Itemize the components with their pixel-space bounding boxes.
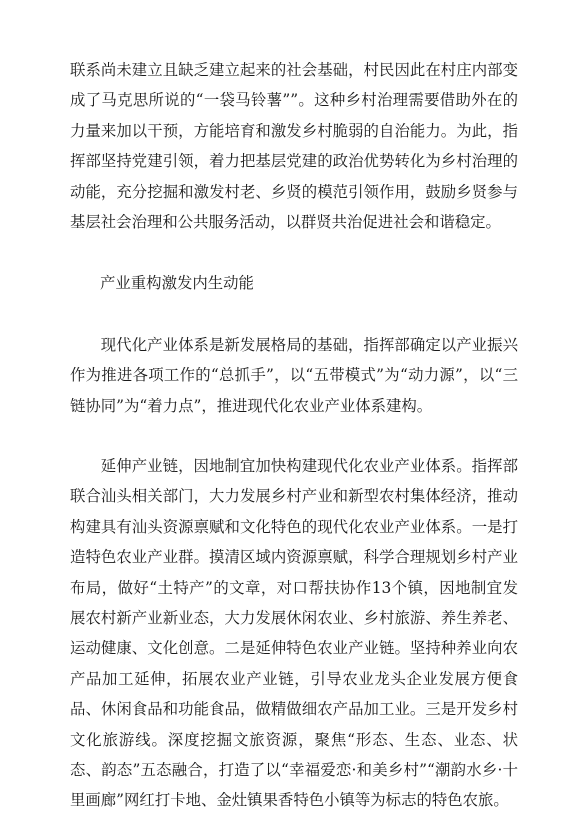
paragraph-3: 延伸产业链，因地制宜加快构建现代化农业产业体系。指挥部联合汕头相关部门，大力发展乡村产业和新型农村集体经济，推动构建具有汕头资源禀赋和文化特色的现代化农业产业体系。一是打造特色农业产业群。摸清区域内资源禀赋，科学合理规划乡村产业布局，做好“土特产”的文章，对口帮扶协作13个镇，因地制宜发展农村新产业新业态，大力发展休闲农业、乡村旅游、养生养老、运动健康、文化创意。二是延伸特色农业产业链。坚持种养业向农产品加工延伸，拓展农业产业链，引导农业龙头企业发展方便食品、休闲食品和功能食品，做精做细农产品加工业。三是开发乡村文化旅游线。深度挖掘文旅资源，聚焦“形态、生态、业态、状态、韵态”五态融合，打造了以“幸福爱恋·和美乡村”“潮韵水乡·十里画廊”网红打卡地、金灶镇果香特色小镇等为标志的特色农旅。	[70, 457, 518, 810]
section-heading: 产业重构激发内生动能	[100, 274, 254, 292]
paragraph-2: 现代化产业体系是新发展格局的基础，指挥部确定以产业振兴作为推进各项工作的“总抓手”，以“五带模式”为“动力源”，以“三链协同”为“着力点”，推进现代化农业产业体系建构。	[70, 336, 518, 415]
paragraph-1: 联系尚未建立且缺乏建立起来的社会基础，村民因此在村庄内部变成了马克思所说的“一袋马铃薯””。这种乡村治理需要借助外在的力量来加以干预，方能培育和激发乡村脆弱的自治能力。为此，指挥部坚持党建引领，着力把基层党建的政治优势转化为乡村治理的动能，充分挖掘和激发村老、乡贤的模范引领作用，鼓励乡贤参与基层社会治理和公共服务活动，以群贤共治促进社会和谐稳定。	[70, 61, 518, 232]
